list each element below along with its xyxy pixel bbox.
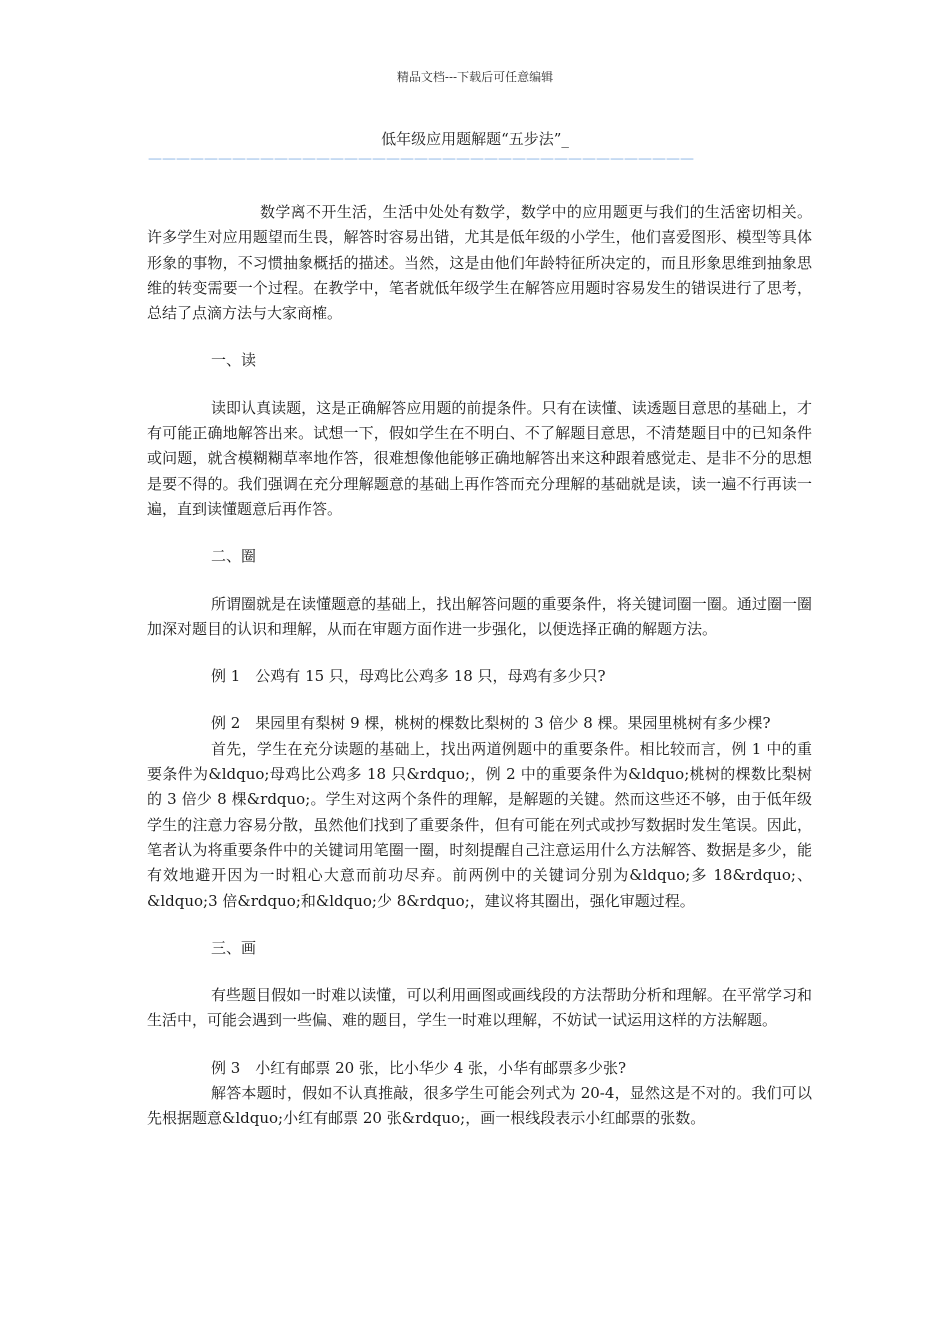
- intro-paragraph: 数学离不开生活，生活中处处有数学，数学中的应用题更与我们的生活密切相关。许多学生对应用题望而生畏，解答时容易出错，尤其是低年级的小学生，他们喜爱图形、模型等具体形象的事物，不习惯抽象概括的描述。当然，这是由他们年龄特征所决定的，而且形象思维到抽象思维的转变需要一个过程。在教学中，笔者就低年级学生在解答应用题时容易发生的错误进行了思考，总结了点滴方法与大家商榷。: [147, 203, 812, 323]
- example-1: 例 1 公鸡有 15 只，母鸡比公鸡多 18 只，母鸡有多少只?: [211, 667, 606, 686]
- page-header: 精品文档---下载后可任意编辑: [396, 70, 554, 84]
- paragraph-draw-explanation: 解答本题时，假如不认真推敲，很多学生可能会列式为 20-4，显然这是不对的。我们可以先根据题意&ldquo;小红有邮票 20 张&rdquo;，画一根线段表示小红邮票的张数。: [147, 1084, 812, 1128]
- example-3: 例 3 小红有邮票 20 张，比小华少 4 张，小华有邮票多少张?: [211, 1058, 627, 1077]
- paragraph-circle: 所谓圈就是在读懂题意的基础上，找出解答问题的重要条件，将关键词圈一圈。通过圈一圈加深对题目的认识和理解，从而在审题方面作进一步强化，以便选择正确的解题方法。: [147, 594, 812, 638]
- document-body: [147, 200, 812, 1132]
- example-2: 例 2 果园里有梨树 9 棵，桃树的棵数比梨树的 3 倍少 8 棵。果园里桃树有多少棵?: [211, 714, 771, 733]
- paragraph-draw: 有些题目假如一时难以读懂，可以利用画图或画线段的方法帮助分析和理解。在平常学习和生活中，可能会遇到一些偏、难的题目，学生一时难以理解，不妨试一试运用这样的方法解题。: [147, 986, 812, 1030]
- section-heading-circle: 二、圈: [211, 547, 257, 566]
- section-heading-read: 一、读: [211, 351, 257, 370]
- document-title: 低年级应用题解题“五步法”_: [381, 130, 569, 148]
- section-heading-draw: 三、画: [211, 938, 257, 957]
- title-divider: ———————————————————————————————————————: [148, 152, 694, 166]
- paragraph-circle-explanation: 首先，学生在充分读题的基础上，找出两道例题中的重要条件。相比较而言，例 1 中的重要条件为&ldquo;母鸡比公鸡多 18 只&rdquo;，例 2 中的重要条件为&ldquo;桃树的棵数比梨树的 3 倍少 8 棵&rdquo;。学生对这两个条件的理解，是解题的关键。然而这些还不够，由于低年级学生的注意力容易分散，虽然他们找到了重要条件，但有可能在列式或抄写数据时发生笔误。因此，笔者认为将重要条件中的关键词用笔圈一圈，时刻提醒自己注意运用什么方法解答、数据是多少，能有效地避开因为一时粗心大意而前功尽弃。前两例中的关键词分别为&ldquo;多 18&rdquo;、&ldquo;3 倍&rdquo;和&ldquo;少 8&rdquo;，建议将其圈出，强化审题过程。: [147, 739, 812, 910]
- paragraph-read: 读即认真读题，这是正确解答应用题的前提条件。只有在读懂、读透题目意思的基础上，才有可能正确地解答出来。试想一下，假如学生在不明白、不了解题目意思，不清楚题目中的已知条件或问题，就含模糊糊草率地作答，很难想像他能够正确地解答出来这种跟着感觉走、是非不分的思想是要不得的。我们强调在充分理解题意的基础上再作答而充分理解的基础就是读，读一遍不行再读一遍，直到读懂题意后再作答。: [147, 398, 812, 518]
